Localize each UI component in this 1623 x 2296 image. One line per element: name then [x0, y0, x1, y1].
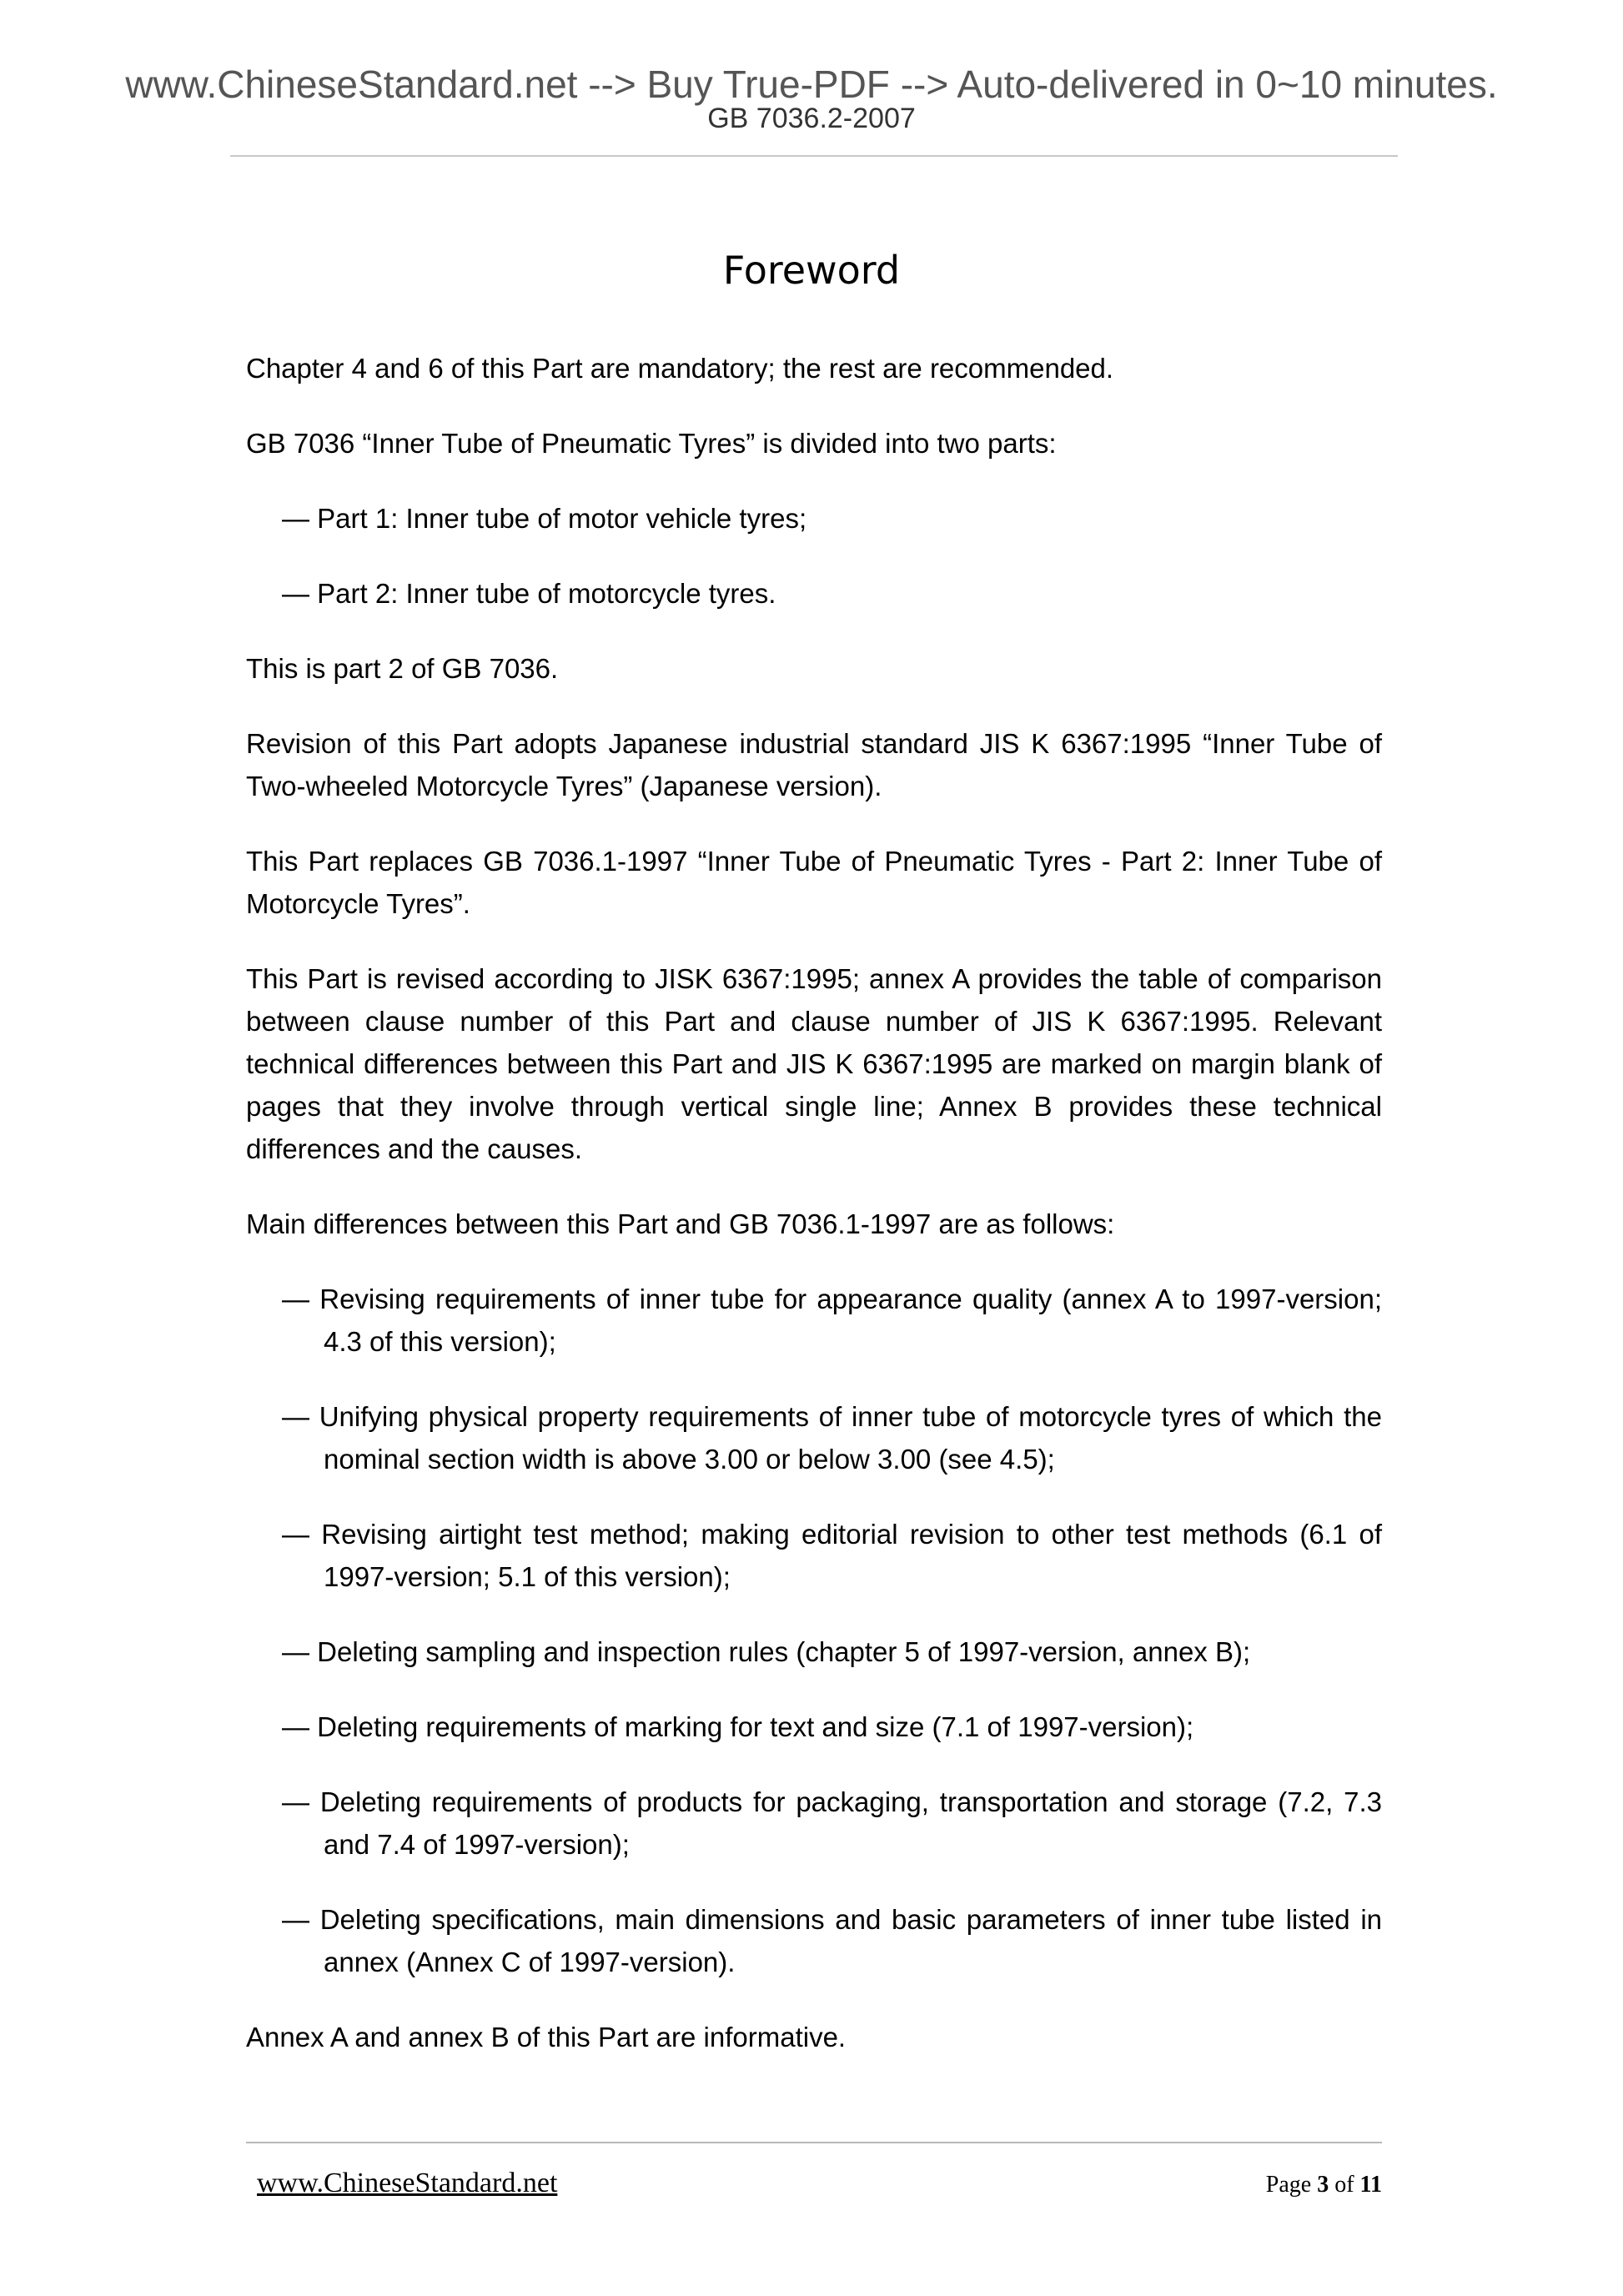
standard-code: GB 7036.2-2007 — [707, 103, 916, 134]
page-number — [1266, 2170, 1382, 2200]
paragraph-replacement: This Part replaces GB 7036.1-1997 “Inner Tube of Pneumatic Tyres - Part 2: Inner Tube of Motorcycle Tyres”. — [246, 846, 1382, 919]
paragraph-differences-intro: Main differences between this Part and GB 7036.1-1997 are as follows: — [246, 1208, 1115, 1239]
paragraph-part-identity: This is part 2 of GB 7036. — [246, 653, 559, 684]
list-item-difference: — Deleting requirements of products for packaging, transportation and storage (7.2, 7.3 and 7.4 of 1997-version); — [282, 1786, 1382, 1860]
document-body — [246, 347, 1382, 2091]
page-prefix: Page — [1265, 2172, 1312, 2198]
list-item-part-2: — Part 2: Inner tube of motorcycle tyres. — [282, 578, 776, 609]
list-item-difference: — Unifying physical property requirements of inner tube of motorcycle tyres of which the nominal section width is above 3.00 or below 3.00 (see 4.5); — [282, 1401, 1382, 1475]
paragraph-annex-note: Annex A and annex B of this Part are informative. — [246, 2022, 847, 2052]
page-total: 11 — [1359, 2172, 1382, 2198]
page-of: of — [1334, 2172, 1354, 2198]
page-title: Foreword — [722, 248, 901, 293]
paragraph-parts-intro: GB 7036 “Inner Tube of Pneumatic Tyres” is divided into two parts: — [246, 428, 1057, 459]
list-item-difference: — Deleting requirements of marking for text and size (7.1 of 1997-version); — [282, 1711, 1194, 1742]
paragraph-revision-basis: This Part is revised according to JISK 6367:1995; annex A provides the table of comparison between clause number of this Part and clause number of JIS K 6367:1995. Relevant technical differences between this Part and JIS K 6367:1995 are marked on margin blank of pages that they involve through vertical single line; Annex B provides these technical differences and the causes. — [246, 963, 1382, 1164]
site-banner: www.ChineseStandard.net --> Buy True-PDF --> Auto-delivered in 0~10 minutes. — [125, 63, 1498, 106]
paragraph-adoption: Revision of this Part adopts Japanese industrial standard JIS K 6367:1995 “Inner Tube of Two-wheeled Motorcycle Tyres” (Japanese version). — [246, 728, 1382, 801]
list-item-difference: — Revising airtight test method; making editorial revision to other test methods (6.1 of 1997-version; 5.1 of this version); — [282, 1519, 1382, 1592]
page-current: 3 — [1317, 2172, 1329, 2198]
paragraph-mandatory-chapters: Chapter 4 and 6 of this Part are mandatory; the rest are recommended. — [246, 353, 1114, 384]
list-item-difference: — Deleting specifications, main dimensions and basic parameters of inner tube listed in annex (Annex C of 1997-version). — [282, 1904, 1382, 1977]
footer-site-link[interactable]: www.ChineseStandard.net — [257, 2168, 558, 2198]
header-divider — [230, 155, 1398, 157]
list-item-difference: — Deleting sampling and inspection rules (chapter 5 of 1997-version, annex B); — [282, 1636, 1251, 1667]
list-item-part-1: — Part 1: Inner tube of motor vehicle tyres; — [282, 503, 807, 534]
footer-divider — [246, 2142, 1382, 2143]
list-item-difference: — Revising requirements of inner tube for appearance quality (annex A to 1997-version; 4.3 of this version); — [282, 1284, 1382, 1357]
